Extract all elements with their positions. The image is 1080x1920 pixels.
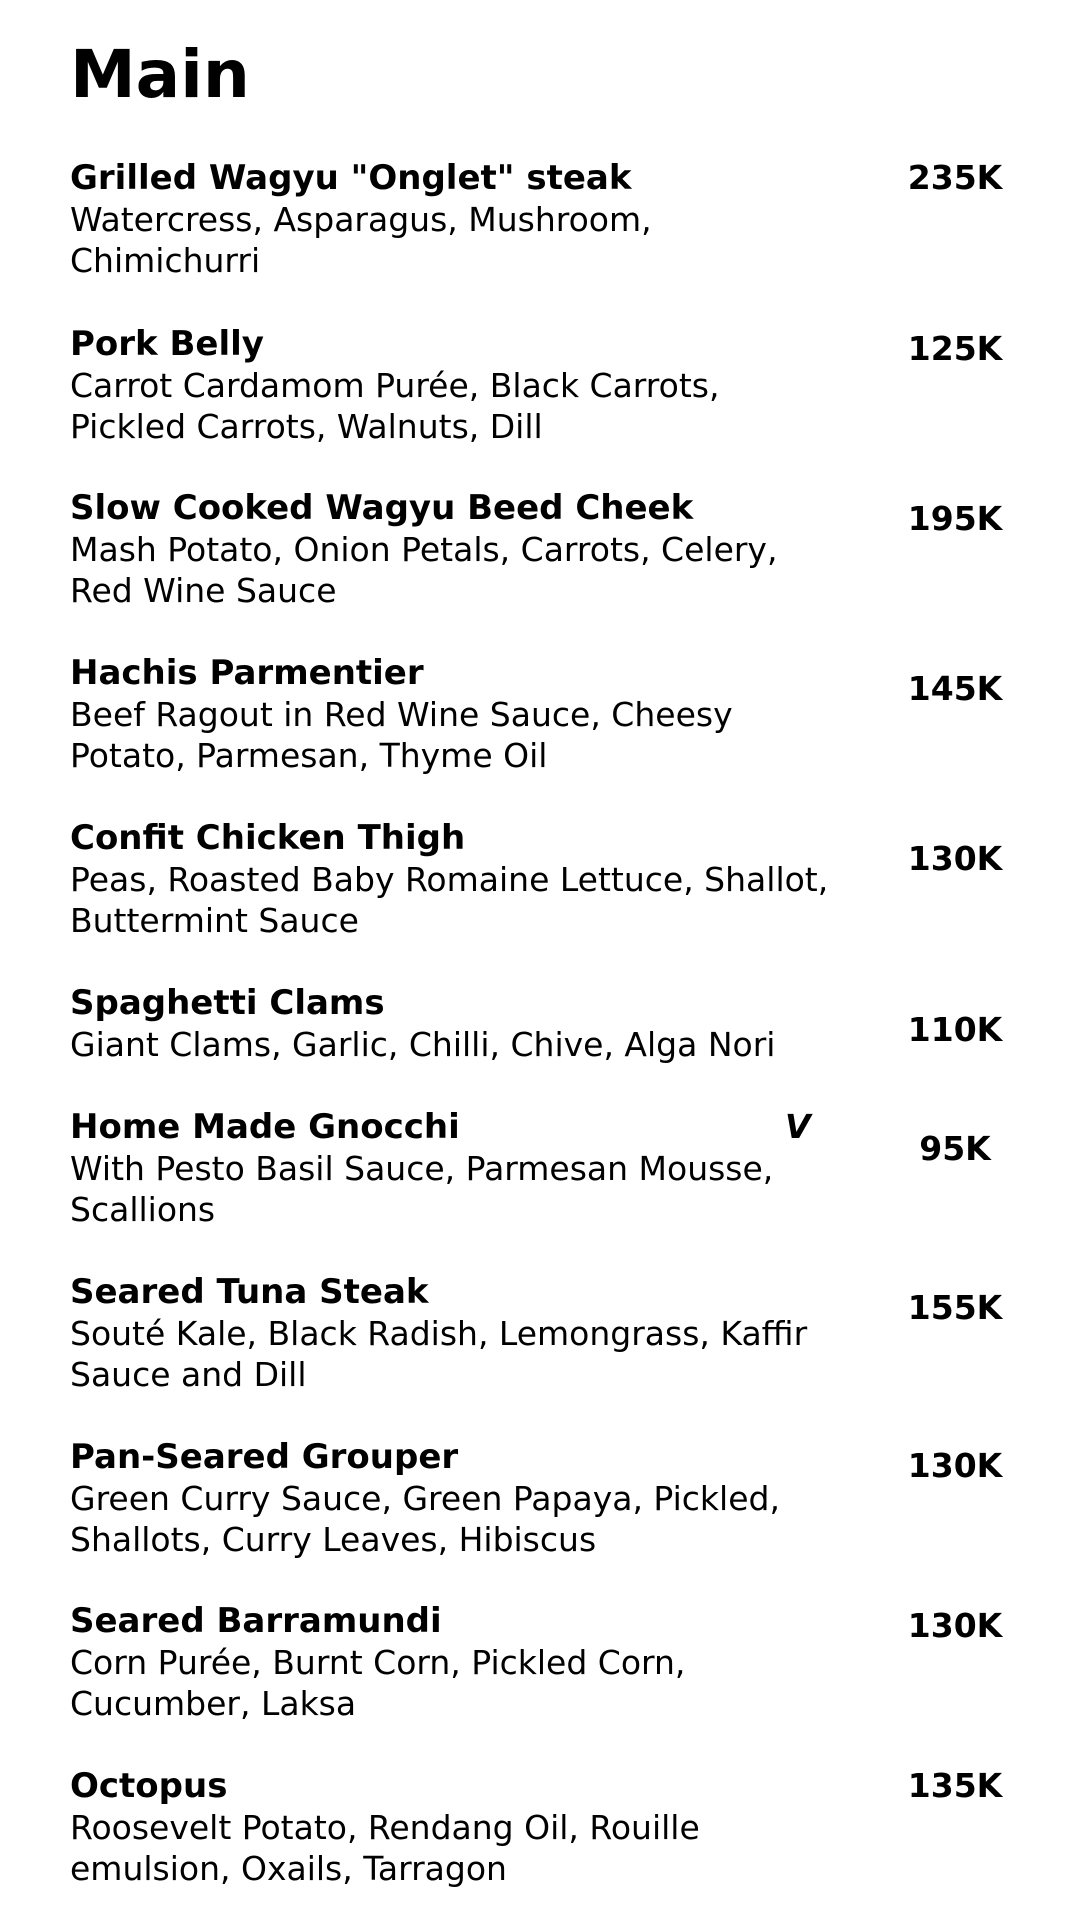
item-description: Beef Ragout in Red Wine Sauce, Cheesy Potato, Parmesan, Thyme Oil bbox=[70, 695, 733, 775]
item-description: Giant Clams, Garlic, Chilli, Chive, Alga Nori bbox=[70, 1025, 776, 1064]
menu-section-title: Main bbox=[70, 36, 250, 113]
item-description: Watercress, Asparagus, Mushroom, Chimichurri bbox=[70, 200, 652, 280]
menu-item bbox=[70, 157, 1020, 281]
menu-item bbox=[70, 487, 1020, 611]
item-price: 145K bbox=[907, 669, 1003, 708]
menu-item bbox=[70, 1600, 1020, 1724]
menu-item bbox=[70, 652, 1020, 776]
item-price: 95K bbox=[919, 1129, 991, 1168]
item-name: Confit Chicken Thigh bbox=[70, 818, 466, 858]
item-price: 195K bbox=[907, 499, 1003, 538]
item-name: Seared Tuna Steak bbox=[70, 1272, 429, 1312]
item-name: Octopus bbox=[70, 1766, 228, 1806]
item-price: 130K bbox=[907, 839, 1003, 878]
menu-item bbox=[70, 1765, 1020, 1889]
menu-item bbox=[70, 1436, 1020, 1560]
item-name: Home Made Gnocchi bbox=[70, 1107, 460, 1147]
item-name: Spaghetti Clams bbox=[70, 983, 385, 1023]
menu-item bbox=[70, 817, 1020, 941]
item-price: 130K bbox=[907, 1606, 1003, 1645]
item-name: Grilled Wagyu "Onglet" steak bbox=[70, 158, 632, 198]
item-name: Hachis Parmentier bbox=[70, 653, 424, 693]
menu-item bbox=[70, 1271, 1020, 1395]
item-description: Green Curry Sauce, Green Papaya, Pickled, Shallots, Curry Leaves, Hibiscus bbox=[70, 1479, 780, 1559]
item-name: Slow Cooked Wagyu Beed Cheek bbox=[70, 488, 694, 528]
item-description: Carrot Cardamom Purée, Black Carrots, Pickled Carrots, Walnuts, Dill bbox=[70, 366, 720, 446]
item-price: 155K bbox=[907, 1288, 1003, 1327]
item-price: 135K bbox=[907, 1766, 1003, 1805]
item-description: With Pesto Basil Sauce, Parmesan Mousse, Scallions bbox=[70, 1149, 774, 1229]
menu-item bbox=[70, 982, 1020, 1065]
item-description: Corn Purée, Burnt Corn, Pickled Corn, Cucumber, Laksa bbox=[70, 1643, 686, 1723]
menu-item bbox=[70, 323, 1020, 447]
item-description: Mash Potato, Onion Petals, Carrots, Celery, Red Wine Sauce bbox=[70, 530, 778, 610]
item-price: 130K bbox=[907, 1446, 1003, 1485]
item-price: 110K bbox=[907, 1010, 1003, 1049]
item-description: Souté Kale, Black Radish, Lemongrass, Kaffir Sauce and Dill bbox=[70, 1314, 808, 1394]
item-description: Roosevelt Potato, Rendang Oil, Rouille emulsion, Oxails, Tarragon bbox=[70, 1808, 700, 1888]
vegetarian-marker: V bbox=[785, 1107, 811, 1146]
item-name: Seared Barramundi bbox=[70, 1601, 442, 1641]
item-name: Pan-Seared Grouper bbox=[70, 1437, 459, 1477]
item-price: 235K bbox=[907, 158, 1003, 197]
item-price: 125K bbox=[907, 329, 1003, 368]
item-description: Peas, Roasted Baby Romaine Lettuce, Shallot, Buttermint Sauce bbox=[70, 860, 829, 940]
item-name: Pork Belly bbox=[70, 324, 264, 364]
menu-item bbox=[70, 1106, 1020, 1230]
